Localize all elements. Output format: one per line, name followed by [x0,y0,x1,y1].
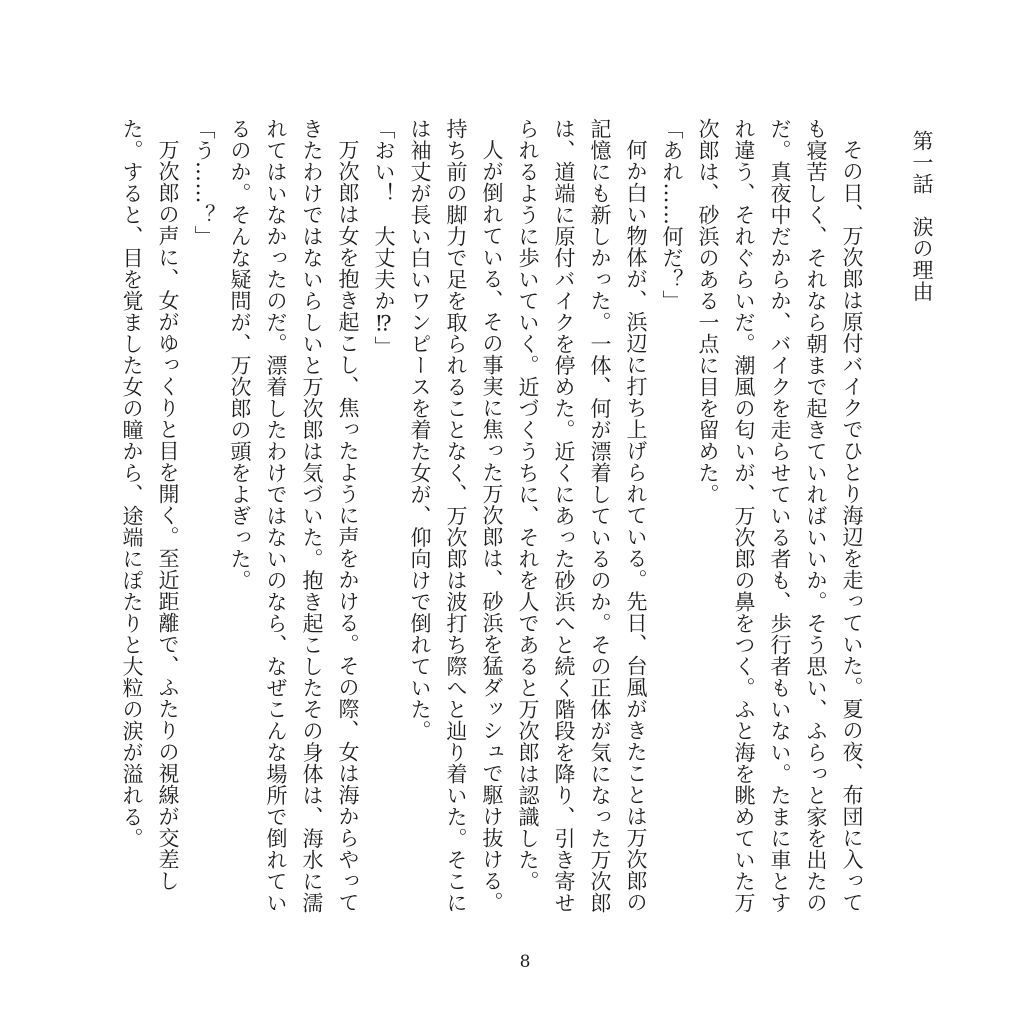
book-page [114,118,940,926]
paragraph: 万次郎の声に、女がゆっくりと目を開く。至近距離で、ふたりの視線が交差した。すると、目を覚ました女の瞳から、途端にぽたりと大粒の涙が溢れる。 [120,118,180,892]
paragraph: 万次郎は女を抱き起こし、焦ったように声をかける。その際、女は海からやってきたわけではないらしいと万次郎は気づいた。抱き起こしたその身体は、海水に濡れてはいなかったのだ。漂着したわけではないのなら、なぜこんな場所で倒れているのか。そんな疑問が、万次郎の頭をよぎった。 [228,118,360,914]
paragraph-dialogue: 「おい！ 大丈夫か⁉」 [372,118,396,358]
paragraph: 何か白い物体が、浜辺に打ち上げられている。先日、台風がきたことは万次郎の記憶にも新しかった。一体、何が漂着しているのか。その正体が気になった万次郎は、道端に原付バイクを停めた。近くにあった砂浜へと続く階段を降り、引き寄せられるように歩いていく。近づくうちに、それを人であると万次郎は認識した。 [516,118,648,914]
paragraph: その日、万次郎は原付バイクでひとり海辺を走っていた。夏の夜、布団に入っても寝苦しく、それなら朝まで起きていればいいか。そう思い、ふらっと家を出たのだ。真夜中だからか、バイクを走らせている者も、歩行者もいない。たまに車とすれ違う、それぐらいだ。潮風の匂いが、万次郎の鼻をつく。ふと海を眺めていた万次郎は、砂浜のある一点に目を留めた。 [696,118,864,914]
page-number: 8 [519,952,531,972]
paragraph-dialogue: 「あれ……何だ？」 [660,118,684,312]
paragraph: 人が倒れている、その事実に焦った万次郎は、砂浜を猛ダッシュで駆け抜ける。持ち前の脚力で足を取られることなく、万次郎は波打ち際へと辿り着いた。そこには袖丈が長い白いワンピースを着た女が、仰向けで倒れていた。 [408,118,504,914]
chapter-title: 第一話 涙の理由 [910,130,934,302]
paragraph-dialogue: 「う……？」 [192,118,216,247]
